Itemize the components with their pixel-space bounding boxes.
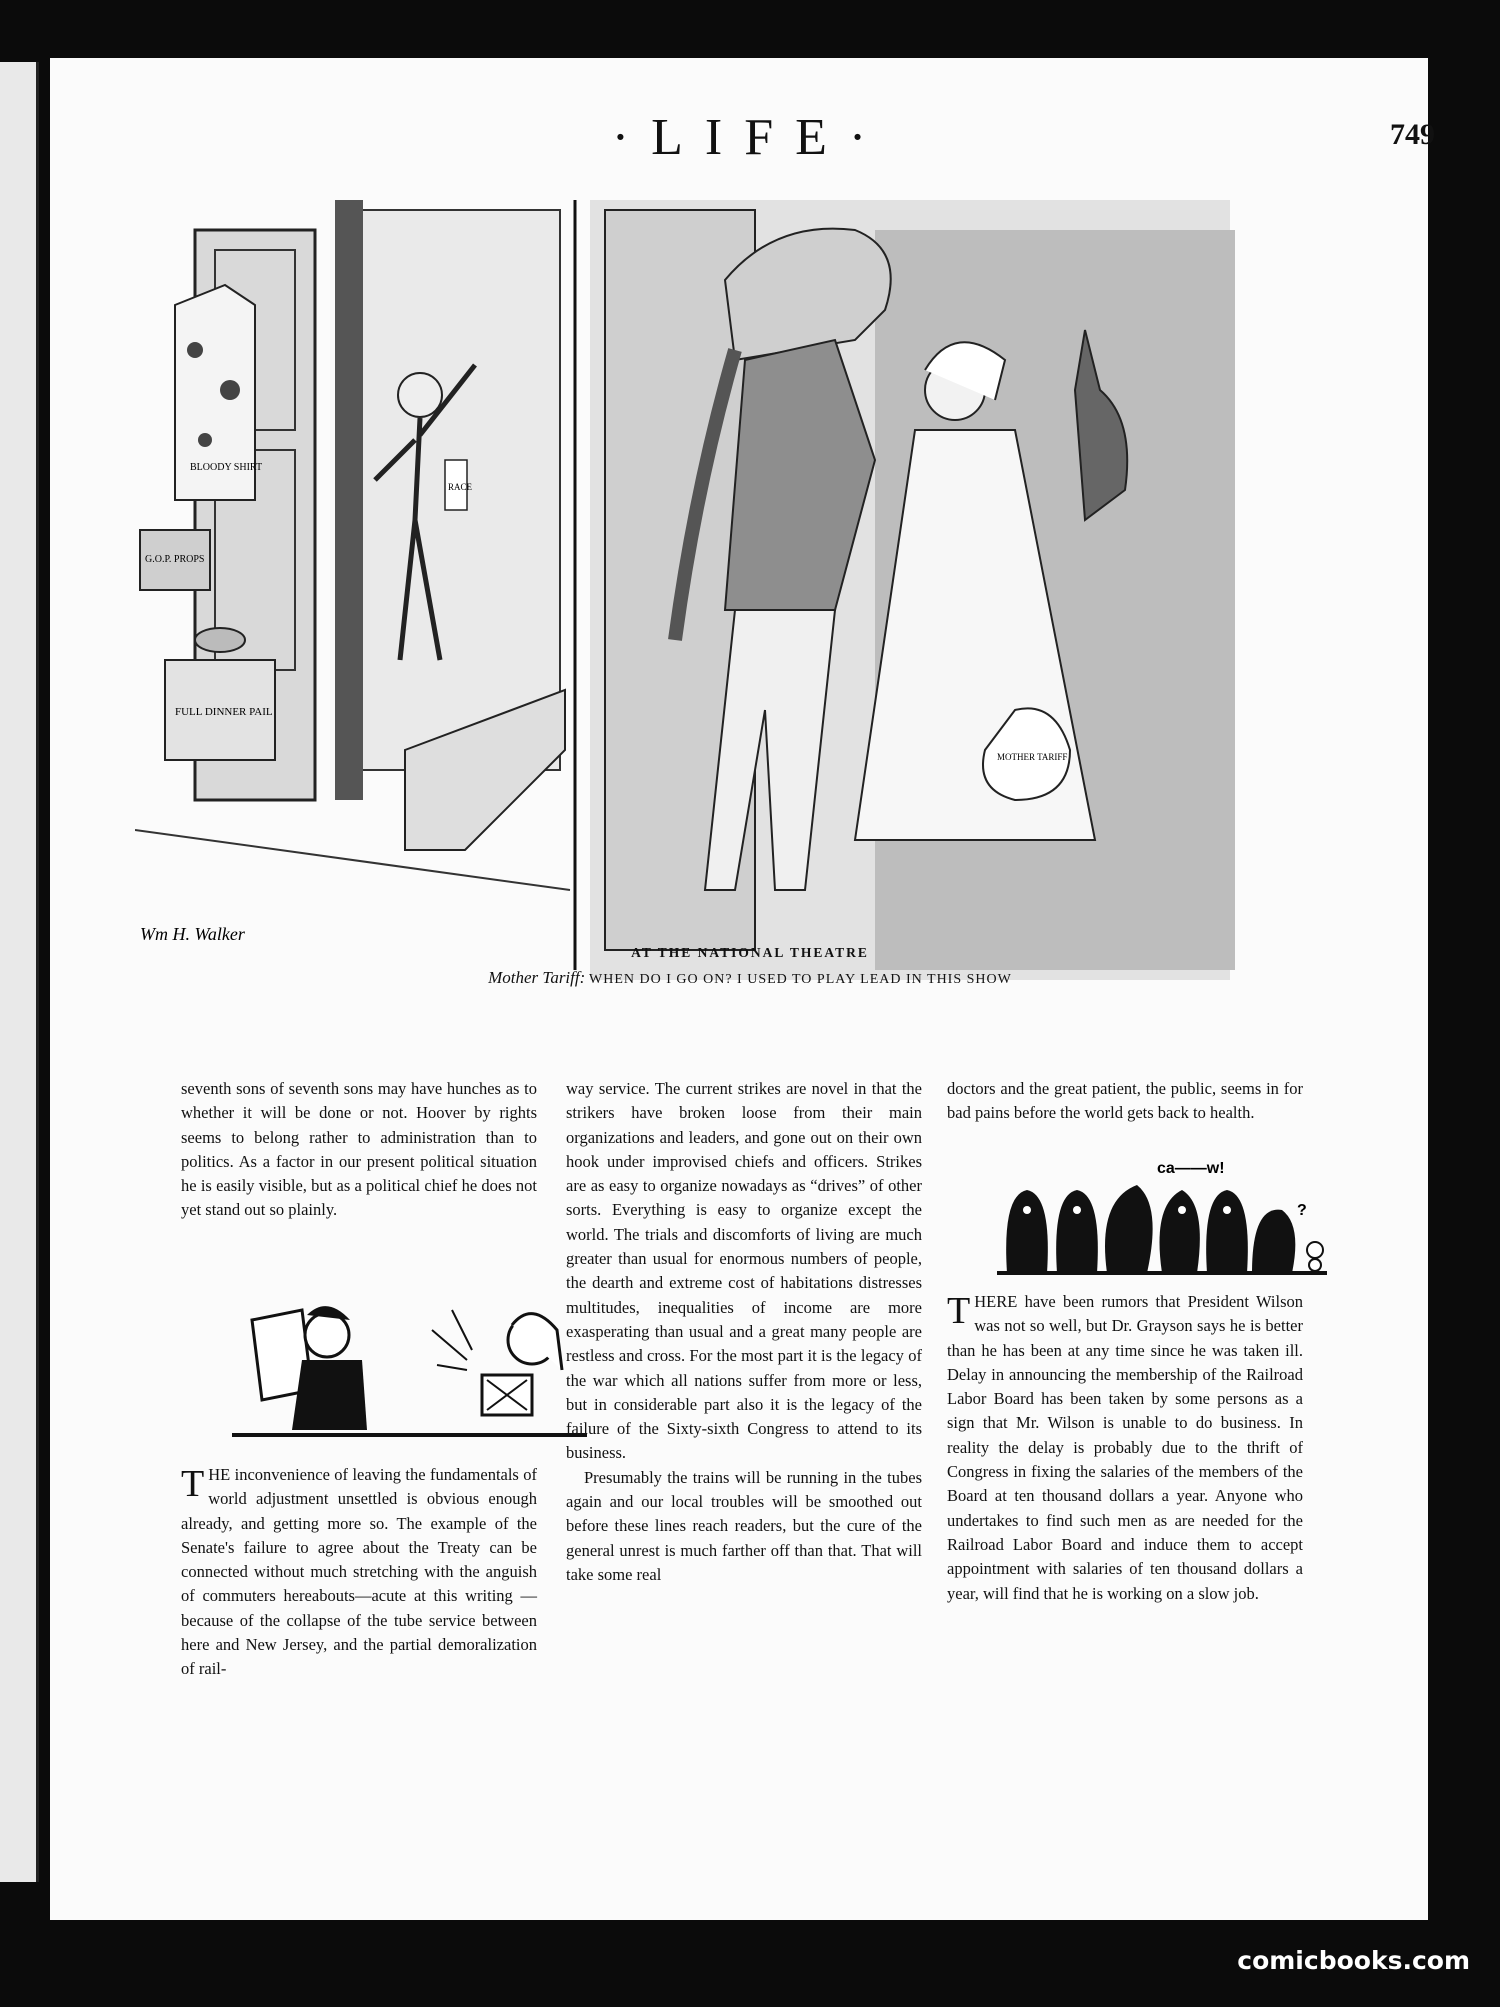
- paragraph: doctors and the great patient, the public, seems in for bad pains before the world gets back to health.: [947, 1079, 1303, 1123]
- paragraph: way service. The current strikes are novel in that the strikers have broken loose from their main organizations and leaders, and gone out on their own hook under improvised chiefs and officers. Strikes are as easy to organize nowadays as “drives” of other sorts. Everything is easy to organize except the world. The trials and discomforts of living are much greater than usual for enormous numbers of people, the dearth and extreme cost of habitations distresses multitudes, inequalities of income are more exasperating than usual and a great many people are restless and cross. For the most part it is the legacy of the war which all nations suffer from more or less, but in considerable part also it is the legacy of the failure of the Sixty-sixth Congress to attend to its business.: [566, 1079, 922, 1463]
- shirt-label: BLOODY SHIRT: [190, 462, 263, 473]
- caption-speaker: Mother Tariff:: [488, 968, 586, 987]
- drop-cap: T: [947, 1290, 971, 1332]
- crows-vignette: [997, 1155, 1347, 1280]
- lead-word: HERE: [974, 1292, 1018, 1311]
- column-2: [566, 1077, 922, 1587]
- cartoon-caption-title: AT THE NATIONAL THEATRE: [631, 945, 869, 960]
- column-3-bottom: [947, 1290, 1303, 1606]
- reading-figures-vignette: [232, 1290, 587, 1440]
- gop-props-label: G.O.P. PROPS: [145, 554, 205, 565]
- page-number: 749: [1390, 118, 1435, 151]
- editorial-cartoon: [135, 190, 1240, 990]
- tariff-bag-label: MOTHER TARIFF: [997, 752, 1068, 762]
- drop-cap: T: [181, 1463, 205, 1505]
- caw-label: ca——w!: [1157, 1160, 1225, 1177]
- paragraph: inconvenience of leaving the fundamentals of world adjustment unsettled is obvious enough already, and getting more so. The example of the Senate's failure to agree about the Treaty can be connected without much stretching with the anguish of commuters hereabouts—acute at this writing —because of the collapse of the tube service between here and New Jersey, and the partial demoralization of rail-: [181, 1465, 537, 1679]
- masthead: ·LIFE·: [611, 109, 889, 166]
- dinner-pail-label: FULL DINNER PAIL: [175, 706, 273, 718]
- cartoon-caption: [0, 968, 1500, 988]
- paragraph: have been rumors that President Wilson was not so well, but Dr. Grayson says he is better than he has been at any time since he was taken ill. Delay in announcing the membership of the Railroad Labor Board has been taken by some persons as a sign that Mr. Wilson is unable to do business. In reality the delay is probably due to the thrift of Congress in fixing the salaries of the members of the Board at ten thousand dollars a year. Anyone who undertakes to find such men as are needed for the Railroad Labor Board and induce them to accept appointment with salaries of ten thousand dollars a year, will find that he is working on a slow job.: [947, 1292, 1303, 1603]
- column-1-top: [181, 1077, 537, 1223]
- column-3-top: [947, 1077, 1303, 1126]
- paragraph: Presumably the trains will be running in the tubes again and our local troubles will be smoothed out before these lines reach readers, but the cure of the general unrest is much farther off than that. That will take some real: [566, 1467, 922, 1584]
- column-1-bottom: [181, 1463, 537, 1682]
- watermark: comicbooks.com: [1237, 1946, 1470, 1975]
- question-mark: ?: [1297, 1202, 1307, 1219]
- lead-word: HE: [208, 1465, 231, 1484]
- caption-speech: WHEN DO I GO ON? I USED TO PLAY LEAD IN THIS SHOW: [589, 972, 1012, 987]
- artist-signature: Wm H. Walker: [140, 924, 245, 944]
- stage-door-panel: [590, 200, 1235, 980]
- race-sign-label: RACE: [448, 482, 473, 492]
- paragraph: seventh sons of seventh sons may have hunches as to whether it will be done or not. Hoover by rights seems to belong rather to administration than to politics. As a factor in our present political situation he is easily visible, but as a political chief he does not yet stand out so plainly.: [181, 1079, 537, 1220]
